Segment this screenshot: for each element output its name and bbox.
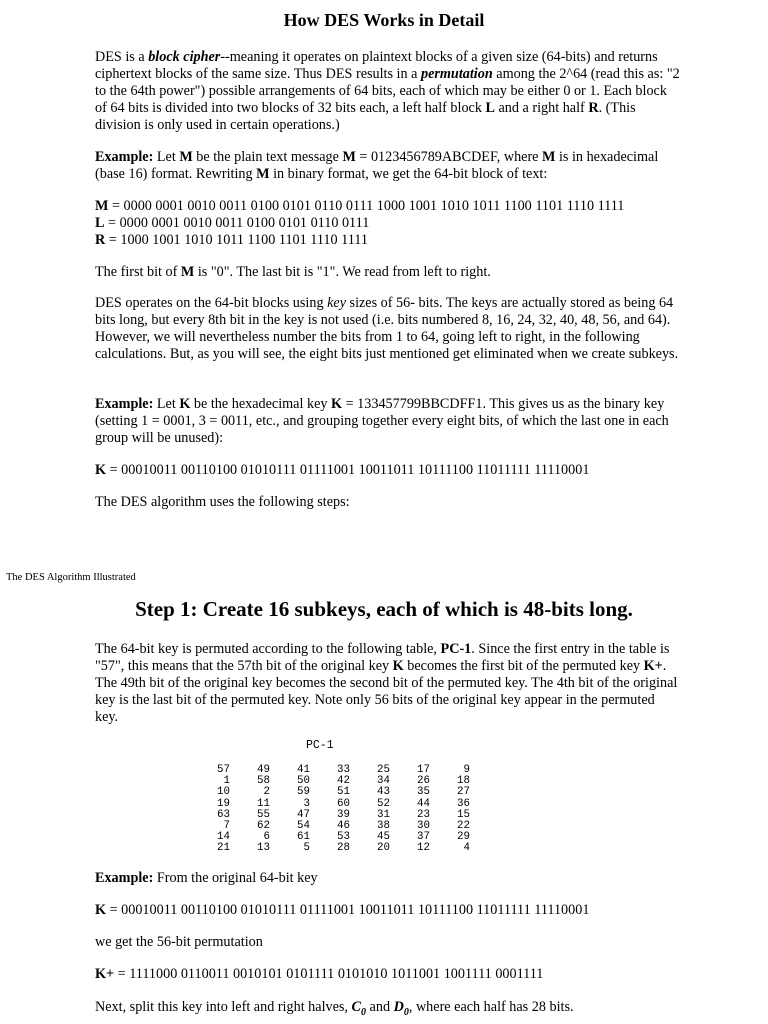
pc1-cell: 2 (263, 786, 270, 799)
pc1-cell: 13 (257, 842, 270, 855)
pc1-cell: 63 (217, 808, 230, 821)
page-running-header: The DES Algorithm Illustrated (6, 572, 136, 583)
pc1-cell: 62 (257, 820, 270, 833)
pc1-cell: 6 (263, 831, 270, 844)
pc1-cell: 18 (457, 775, 470, 788)
pc1-cell: 5 (303, 842, 310, 855)
steps-intro: The DES algorithm uses the following steps: (95, 494, 350, 510)
pc1-cell: 33 (337, 764, 350, 776)
pc1-cell: 41 (297, 764, 310, 776)
binary-m-line: M = 0000 0001 0010 0011 0100 0101 0110 0111 1000 1001 1010 1011 1100 1101 1110 1111 (95, 198, 625, 214)
key-size-paragraph: DES operates on the 64-bit blocks using key sizes of 56- bits. The keys are actually stored as being 64 bits long, but every 8th bit in the key is not used (i.e. bits numbered 8, 16, 24, 32, 40, 48, 56, and 64). However, we will nevertheless number the bits from 1 to 64, going left to right, in the following calculations. But, as you will see, the eight bits just mentioned get eliminated when we create subkeys. (95, 295, 679, 362)
pc1-cell: 4 (463, 842, 470, 855)
binary-r-line: R = 1000 1001 1010 1011 1100 1101 1110 1111 (95, 232, 368, 248)
pc1-cell: 52 (377, 797, 390, 810)
pc1-cell: 36 (457, 797, 470, 810)
bit-order-note: The first bit of M is "0". The last bit is "1". We read from left to right. (95, 264, 491, 280)
pc1-cell: 26 (417, 775, 430, 788)
pc1-cell: 57 (217, 764, 230, 776)
pc1-cell: 9 (463, 764, 470, 776)
pc1-cell: 21 (217, 842, 230, 855)
pc1-cell: 35 (417, 786, 430, 799)
pc1-cell: 58 (257, 775, 270, 788)
pc1-cell: 1 (223, 775, 230, 788)
pc1-cell: 55 (257, 808, 270, 821)
pc1-cell: 38 (377, 820, 390, 833)
pc1-explanation: The 64-bit key is permuted according to the following table, PC-1. Since the first entry in the table is "57", this means that the 57th bit of the original key K becomes the first bit of the permuted key K+. The 49th bit of the original key becomes the second bit of the permuted key. The 4th bit of the original key is the last bit of the permuted key. Note only 56 bits of the original key appear in the permuted key. (95, 641, 678, 725)
pc1-cell: 47 (297, 808, 310, 821)
pc1-cell: 25 (377, 764, 390, 776)
pc1-cell: 50 (297, 775, 310, 788)
page-title: How DES Works in Detail (283, 10, 485, 30)
pc1-cell: 37 (417, 831, 430, 844)
pc1-cell: 42 (337, 775, 350, 788)
pc1-cell: 39 (337, 808, 350, 821)
pc1-cell: 7 (223, 820, 230, 833)
binary-k-line: K = 00010011 00110100 01010111 01111001 10011011 10111100 11011111 11110001 (95, 462, 590, 478)
permutation-intro: we get the 56-bit permutation (95, 934, 263, 950)
pc1-cell: 23 (417, 808, 430, 821)
binary-l-line: L = 0000 0001 0010 0011 0100 0101 0110 0111 (95, 215, 370, 231)
pc1-cell: 15 (457, 808, 470, 821)
step1-k-line: K = 00010011 00110100 01010111 01111001 10011011 10111100 11011111 11110001 (95, 902, 590, 918)
pc1-cell: 3 (303, 797, 310, 810)
pc1-cell: 60 (337, 797, 350, 810)
pc1-cell: 11 (257, 797, 270, 810)
pc1-table (196, 765, 470, 855)
pc1-cell: 28 (337, 842, 350, 855)
intro-paragraph-block-cipher: DES is a block cipher--meaning it operates on plaintext blocks of a given size (64-bits) and returns ciphertext blocks of the same size. Thus DES results in a permutation among the 2^64 (read this as: "2 to the 64th power") possible arrangements of 64 bits, each of which may be either 0 or 1. Each block of 64 bits is divided into two blocks of 32 bits each, a left half block L and a right half R. (This division is only used in certain operations.) (95, 49, 680, 133)
pc1-cell: 30 (417, 820, 430, 833)
pc1-cell: 44 (417, 797, 430, 810)
step1-heading: Step 1: Create 16 subkeys, each of which is 48-bits long. (135, 597, 633, 621)
pc1-cell: 61 (297, 831, 310, 844)
pc1-cell: 14 (217, 831, 230, 844)
pc1-cell: 29 (457, 831, 470, 844)
pc1-cell: 10 (217, 786, 230, 799)
pc1-cell: 51 (337, 786, 350, 799)
split-halves-line: Next, split this key into left and right halves, $C_0$ and $D_0$, where each half has 28 bits. (95, 999, 574, 1018)
pc1-cell: 17 (417, 764, 430, 776)
pc1-cell: 20 (377, 842, 390, 855)
pc1-cell: 53 (337, 831, 350, 844)
kplus-line: K+ = 1111000 0110011 0010101 0101111 0101010 1011001 1001111 0001111 (95, 966, 544, 982)
key-example-paragraph: Example: Let K be the hexadecimal key K = 133457799BBCDFF1. This gives us as the binary key (setting 1 = 0001, 3 = 0011, etc., and grouping together every eight bits, of which the last one in each group will be unused): (95, 396, 669, 446)
pc1-cell: 19 (217, 797, 230, 810)
pc1-cell: 49 (257, 764, 270, 776)
pc1-caption: PC-1 (306, 739, 334, 752)
pc1-cell: 22 (457, 820, 470, 833)
pc1-row (196, 843, 470, 854)
intro-example-message: Example: Let M be the plain text message M = 0123456789ABCDEF, where M is in hexadecimal (base 16) format. Rewriting M in binary format, we get the 64-bit block of text: (95, 149, 659, 182)
pc1-cell: 12 (417, 842, 430, 855)
pc1-row (196, 787, 470, 798)
step1-example-line: Example: From the original 64-bit key (95, 870, 318, 886)
pc1-cell: 27 (457, 786, 470, 799)
pc1-cell: 46 (337, 820, 350, 833)
pc1-cell: 45 (377, 831, 390, 844)
pc1-cell: 59 (297, 786, 310, 799)
pc1-cell: 54 (297, 820, 310, 833)
pc1-cell: 34 (377, 775, 390, 788)
pc1-cell: 31 (377, 808, 390, 821)
pc1-cell: 43 (377, 786, 390, 799)
